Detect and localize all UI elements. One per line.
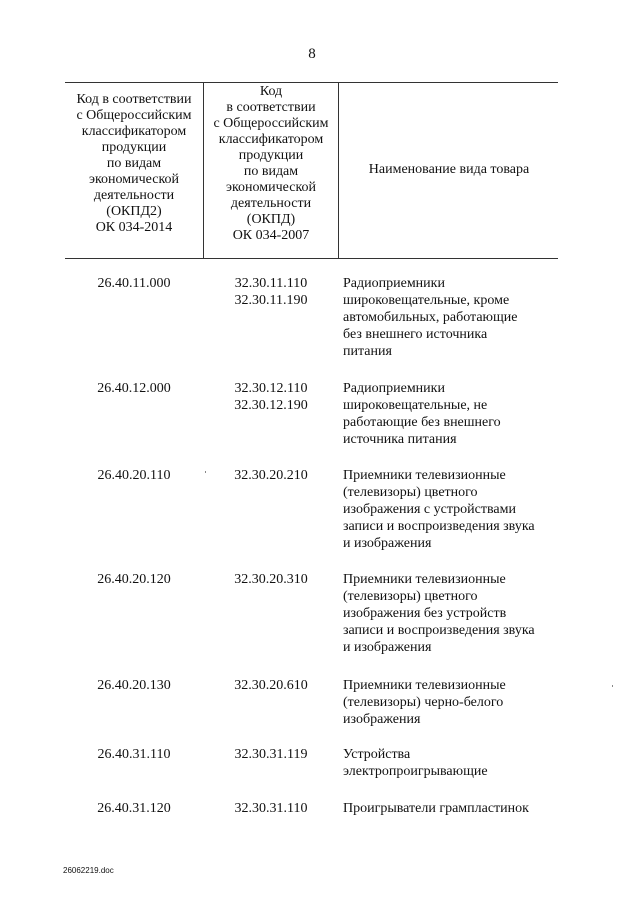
header-column-divider bbox=[338, 82, 339, 259]
okpd-code: 32.30.12.110 32.30.12.190 bbox=[234, 381, 308, 413]
table-header-bottom-rule bbox=[65, 258, 558, 259]
product-name: Радиоприемники широковещательные, не работающие без внешнего источника питания bbox=[343, 381, 501, 447]
okpd-code: 32.30.11.110 32.30.11.190 bbox=[234, 276, 308, 308]
product-name: Устройства электропроигрывающие bbox=[343, 747, 488, 779]
product-name: Приемники телевизионные (телевизоры) черно-белого изображения bbox=[343, 678, 506, 727]
header-okpd-code: Код в соответствии с Общероссийским классификатором продукции по видам экономической деятельности (ОКПД) ОК 034-2007 bbox=[213, 84, 329, 243]
okpd-code: 32.30.20.310 bbox=[234, 572, 308, 587]
product-name: Приемники телевизионные (телевизоры) цветного изображения с устройствами записи и воспроизведения звука и изображения bbox=[343, 468, 535, 551]
okpd-code: 32.30.31.119 bbox=[234, 747, 308, 762]
table-top-rule bbox=[65, 82, 558, 83]
page-number: 8 bbox=[308, 46, 316, 62]
okpd2-code: 26.40.12.000 bbox=[97, 381, 171, 396]
scan-speck bbox=[612, 685, 613, 687]
okpd2-code: 26.40.20.130 bbox=[97, 678, 171, 693]
okpd2-code: 26.40.20.120 bbox=[97, 572, 171, 587]
header-okpd2-code: Код в соответствии с Общероссийским классификатором продукции по видам экономической деятельности (ОКПД2) ОК 034-2014 bbox=[76, 92, 192, 235]
product-name: Радиоприемники широковещательные, кроме автомобильных, работающие без внешнего источника питания bbox=[343, 276, 518, 359]
okpd2-code: 26.40.11.000 bbox=[97, 276, 171, 291]
okpd2-code: 26.40.31.120 bbox=[97, 801, 171, 816]
okpd-code: 32.30.20.210 bbox=[234, 468, 308, 483]
product-name: Приемники телевизионные (телевизоры) цветного изображения без устройств записи и воспроизведения звука и изображения bbox=[343, 572, 535, 655]
product-name: Проигрыватели грампластинок bbox=[343, 801, 529, 816]
header-product-name: Наименование вида товара bbox=[368, 162, 530, 177]
okpd-code: 32.30.31.110 bbox=[234, 801, 308, 816]
okpd2-code: 26.40.31.110 bbox=[97, 747, 171, 762]
scan-speck bbox=[205, 471, 206, 473]
document-filename: 26062219.doc bbox=[63, 866, 114, 875]
okpd2-code: 26.40.20.110 bbox=[97, 468, 171, 483]
okpd-code: 32.30.20.610 bbox=[234, 678, 308, 693]
